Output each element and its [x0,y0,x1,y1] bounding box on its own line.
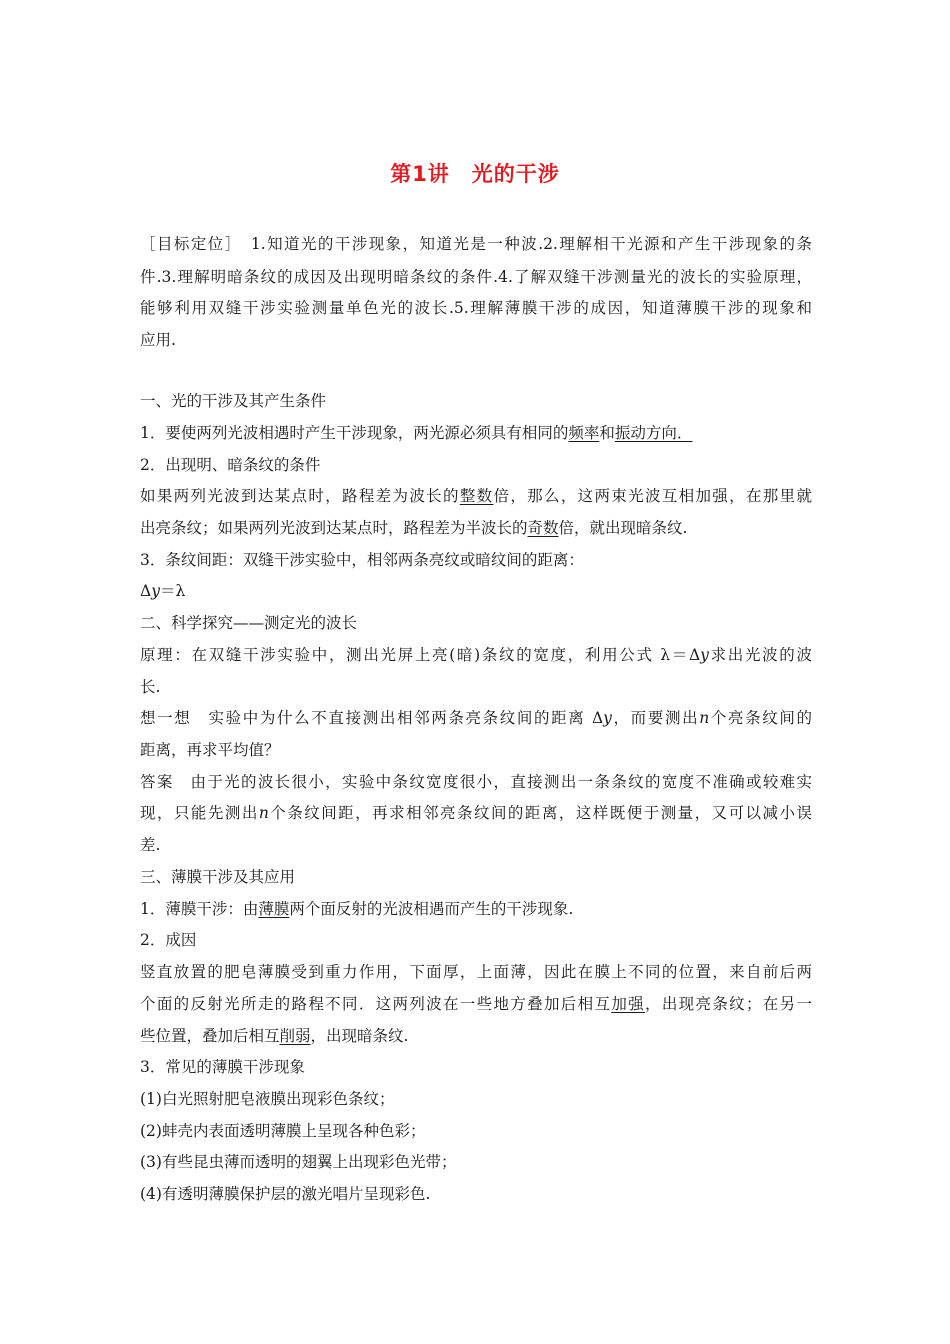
answer-weaken: 削弱 [279,1027,311,1045]
list-item: (3)有些昆虫薄而透明的翅翼上出现彩色光带； [140,1153,457,1171]
answer-vibration-direction: 振动方向． [614,424,693,442]
section1-item2: 2．出现明、暗条纹的条件 [140,456,321,474]
goals-line-2: 件.3.理解明暗条纹的成因及出现明暗条纹的条件.4.了解双缝干涉测量光的波长的实验原理， [140,268,812,286]
fringe-spacing-formula: Δy＝λ [140,582,186,600]
answer-line3: 差. [140,836,161,854]
think-question-line1: 想一想 实验中为什么不直接测出相邻两条亮条纹间的距离 Δy，而要测出n个亮条纹间的 [140,709,812,727]
section1-item1: 1．要使两列光波相遇时产生干涉现象，两光源必须具有相同的频率和振动方向． [140,424,693,442]
section1-para-line1: 如果两列光波到达某点时，路程差为波长的整数倍，那么，这两束光波互相加强，在那里就 [140,487,812,505]
goals-line-1: ［目标定位］ 1.知道光的干涉现象，知道光是一种波.2.理解相干光源和产生干涉现象的条 [140,235,812,253]
list-item: (4)有透明薄膜保护层的激光唱片呈现彩色. [140,1185,431,1203]
cause-line3: 些位置，叠加后相互削弱，出现暗条纹. [140,1027,409,1045]
answer-strengthen: 加强 [611,995,645,1013]
list-item: (2)蚌壳内表面透明薄膜上呈现各种色彩； [140,1122,426,1140]
goals-line-4: 应用. [140,331,176,349]
principle-line1: 原理：在双缝干涉实验中，测出光屏上亮(暗)条纹的宽度，利用公式 λ＝Δy求出光波的波 [140,646,812,664]
goals-line-3: 能够利用双缝干涉实验测量单色光的波长.5.理解薄膜干涉的成因，知道薄膜干涉的现象和 [140,299,812,317]
section1-item3: 3．条纹间距：双缝干涉实验中，相邻两条亮纹或暗纹间的距离： [140,551,584,569]
answer-film: 薄膜 [258,900,290,918]
answer-frequency: 频率 [568,424,600,442]
section1-para-line2: 出亮条纹；如果两列光波到达某点时，路程差为半波长的奇数倍，就出现暗条纹. [140,519,688,537]
answer-line2: 现，只能先测出n个条纹间距，再求相邻亮条纹间的距离，这样既便于测量，又可以减小误 [140,804,812,822]
section3-item1: 1．薄膜干涉：由薄膜两个面反射的光波相遇而产生的干涉现象. [140,900,574,918]
section2-heading: 二、科学探究——测定光的波长 [140,614,358,632]
cause-line1: 竖直放置的肥皂薄膜受到重力作用，下面厚，上面薄，因此在膜上不同的位置，来自前后两 [140,963,812,981]
page-title: 第1讲 光的干涉 [390,162,560,186]
section3-heading: 三、薄膜干涉及其应用 [140,868,296,886]
list-item: (1)白光照射肥皂液膜出现彩色条纹； [140,1090,395,1108]
answer-integer: 整数 [459,487,494,505]
answer-odd: 奇数 [527,519,559,537]
section3-item3: 3．常见的薄膜干涉现象 [140,1058,305,1076]
section3-item2: 2．成因 [140,931,197,949]
think-question-line2: 距离，再求平均值？ [140,741,280,759]
section1-heading: 一、光的干涉及其产生条件 [140,392,327,410]
principle-line2: 长. [140,678,161,696]
answer-line1: 答案 由于光的波长很小，实验中条纹宽度很小，直接测出一条条纹的宽度不准确或较难实 [140,773,812,791]
cause-line2: 个面的反射光所走的路程不同．这两列波在一些地方叠加后相互加强，出现亮条纹；在另一 [140,995,812,1013]
